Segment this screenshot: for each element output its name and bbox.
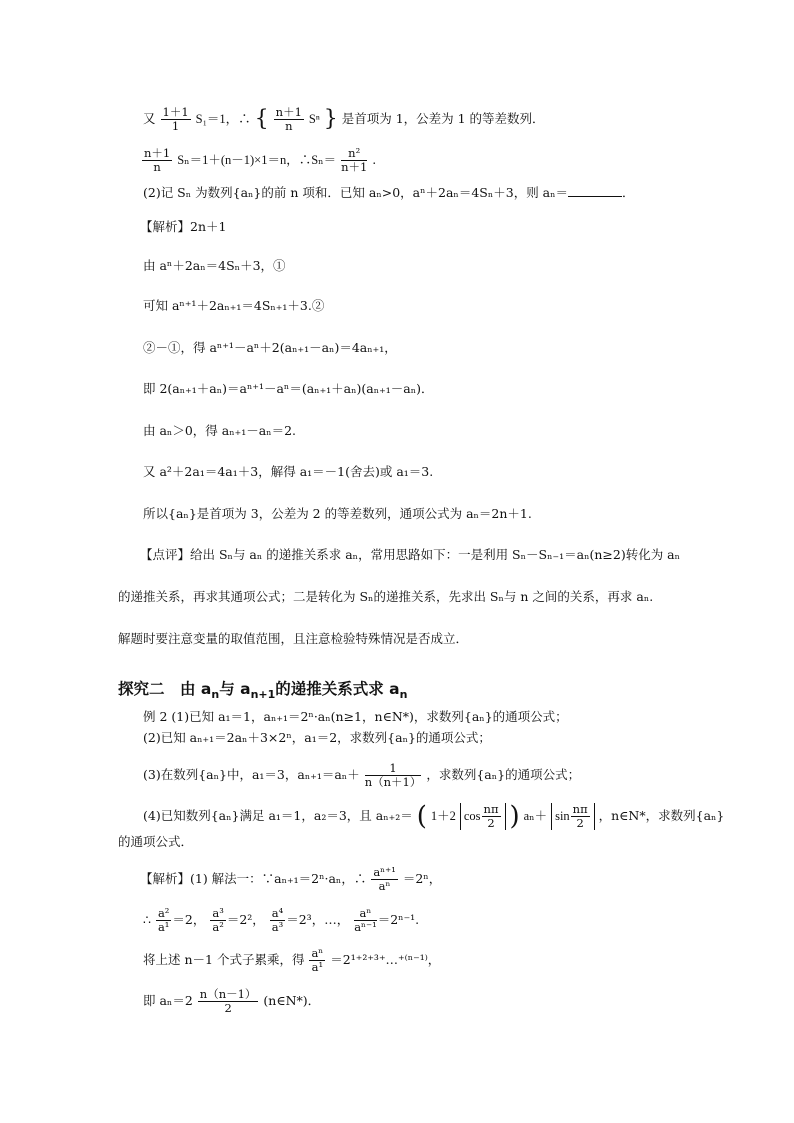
text: (3)在数列{aₙ}中，a₁＝3，aₙ₊₁＝aₙ＋ — [143, 767, 360, 782]
line-2 — [141, 147, 376, 174]
fraction — [571, 803, 590, 830]
text: ，n∈N*，求数列{aₙ} — [598, 808, 725, 823]
fraction — [156, 907, 171, 934]
fraction — [482, 803, 501, 830]
absolute-cos — [460, 803, 506, 830]
subscript: n+1 — [250, 688, 276, 702]
left-brace: { — [254, 106, 269, 132]
fraction — [210, 907, 225, 934]
fraction-denominator: n — [153, 160, 161, 174]
text: (n∈N*)． — [263, 993, 321, 1008]
subscript: n — [399, 688, 408, 702]
equation-3: ②－①，得 aⁿ⁺¹－aⁿ＋2(aₙ₊₁－aₙ)＝4aₙ₊₁， — [143, 340, 397, 355]
text: 【解析】(1) 解法一：∵aₙ₊₁＝2ⁿ·aₙ，∴ — [140, 871, 367, 886]
fraction-denominator: n（n＋1） — [364, 775, 422, 789]
conclusion: 所以{aₙ}是首项为 3，公差为 2 的等差数列，通项公式为 aₙ＝2n＋1. — [143, 506, 532, 521]
text: ＝2， — [172, 912, 206, 927]
question-text: (2)记 Sₙ 为数列{aₙ}的前 n 项和．已知 aₙ>0，aⁿ＋2aₙ＝4Sₙ＋3，则 aₙ＝ — [143, 185, 569, 200]
text: 与 a — [219, 680, 251, 698]
fraction-numerator: nπ — [572, 802, 588, 816]
fraction-numerator: aⁿ — [354, 907, 377, 921]
text: 将上述 n－1 个式子累乘，得 — [143, 952, 305, 967]
text: ，求数列{aₙ}的通项公式； — [426, 767, 581, 782]
fraction — [274, 106, 304, 133]
fraction — [309, 947, 325, 974]
example-part-1: 例 2 (1)已知 a₁＝1，aₙ₊₁＝2ⁿ·aₙ(n≥1，n∈N*)，求数列{aₙ}的通项公式； — [143, 709, 568, 724]
solution-line-2 — [143, 907, 419, 934]
equation-6: 又 a²＋2a₁＝4a₁＋3，解得 a₁＝－1(舍去)或 a₁＝3. — [143, 464, 434, 479]
fraction — [142, 147, 172, 174]
absolute-sin — [551, 803, 595, 830]
text: Sₙ＝1＋(n－1)×1＝n，∴Sₙ＝ — [177, 153, 337, 167]
text: ＝2¹⁺²⁺³⁺…⁺⁽ⁿ⁻¹⁾， — [330, 952, 441, 967]
fraction-numerator: a³ — [212, 906, 224, 920]
fraction-denominator: 2 — [224, 1001, 232, 1015]
comment-line-2: 的递推关系，再求其通项公式；二是转化为 Sₙ的递推关系，先求出 Sₙ与 n 之间的关系，再求 aₙ. — [118, 589, 654, 604]
text: ∴ — [143, 912, 151, 927]
fraction-numerator: aⁿ — [311, 946, 324, 960]
example-part-4 — [143, 803, 724, 830]
text: 又 — [143, 111, 156, 126]
right-paren: ) — [509, 801, 520, 832]
fraction-denominator: a² — [212, 920, 224, 934]
answer-blank — [568, 184, 622, 197]
text: (4)已知数列{aₙ}满足 a₁＝1，a₂＝3，且 aₙ₊₂＝ — [143, 808, 413, 823]
fraction-denominator: aⁿ — [378, 879, 391, 893]
text: 1＋2 — [430, 809, 456, 823]
fraction-denominator: 2 — [487, 816, 495, 830]
fraction-denominator: n＋1 — [341, 160, 368, 174]
text: ． — [622, 185, 635, 200]
fraction-denominator: 2 — [576, 816, 584, 830]
example-part-4-cont: 的通项公式． — [118, 834, 194, 849]
text: aₙ＋ — [523, 809, 548, 823]
comment-line-1: 【点评】给出 Sₙ与 aₙ 的递推关系求 aₙ，常用思路如下：一是利用 Sₙ－Sₙ₋₁＝aₙ(n≥2)转化为 aₙ — [140, 547, 681, 562]
fraction — [198, 988, 259, 1015]
text: ＝2ⁿ， — [402, 871, 442, 886]
fraction — [365, 762, 422, 789]
text: 探究二 由 a — [118, 680, 212, 698]
text: cos — [463, 809, 481, 823]
example-part-3 — [143, 762, 580, 789]
text: ＝2²， — [226, 912, 265, 927]
fraction — [270, 907, 285, 934]
text: ＝2ⁿ⁻¹. — [377, 912, 420, 927]
text: 是首项为 1，公差为 1 的等差数列． — [341, 111, 545, 126]
fraction — [341, 147, 367, 174]
fraction-denominator: a³ — [271, 920, 284, 934]
equation-4: 即 2(aₙ₊₁＋aₙ)＝aⁿ⁺¹－aⁿ＝(aₙ₊₁＋aₙ)(aₙ₊₁－aₙ)． — [143, 381, 434, 396]
fraction-denominator: a¹ — [157, 920, 170, 934]
text: sin — [555, 809, 570, 823]
left-paren: ( — [416, 801, 427, 832]
equation-5: 由 aₙ＞0，得 aₙ₊₁－aₙ＝2. — [143, 423, 297, 438]
comment-line-3: 解题时要注意变量的取值范围，且注意检验特殊情况是否成立． — [118, 631, 469, 646]
text: Sⁿ — [308, 112, 320, 126]
text: ＝2³，…， — [286, 912, 350, 927]
fraction-denominator: aⁿ⁻¹ — [354, 920, 377, 934]
subscript: n — [211, 688, 220, 702]
fraction-numerator: n＋1 — [144, 146, 171, 160]
line-3 — [143, 184, 635, 201]
fraction — [161, 106, 191, 133]
text: 的递推关系式求 a — [275, 680, 400, 698]
fraction-denominator: 1 — [171, 119, 180, 133]
text: 即 aₙ＝2 — [143, 993, 193, 1008]
fraction — [354, 907, 377, 934]
fraction-numerator: 1＋1 — [162, 105, 189, 119]
line-1 — [143, 106, 545, 133]
fraction-numerator: 1 — [365, 762, 422, 776]
text: S₁＝1，∴ — [195, 112, 251, 126]
fraction-numerator: a² — [157, 906, 170, 920]
example-part-2: (2)已知 aₙ₊₁＝2aₙ＋3×2ⁿ，a₁＝2，求数列{aₙ}的通项公式； — [143, 730, 491, 745]
solution-line-1 — [140, 866, 441, 893]
solution-line-4 — [143, 988, 320, 1015]
solution-line-3 — [143, 947, 440, 974]
fraction-numerator: nπ — [483, 802, 499, 816]
text: . — [372, 152, 377, 167]
fraction-numerator: aⁿ⁺¹ — [373, 865, 396, 879]
fraction-numerator: n（n－1） — [199, 987, 257, 1001]
equation-1: 由 aⁿ＋2aₙ＝4Sₙ＋3，① — [143, 258, 286, 273]
fraction-numerator: n² — [341, 147, 367, 161]
fraction-numerator: n＋1 — [275, 105, 302, 119]
equation-2: 可知 aⁿ⁺¹＋2aₙ₊₁＝4Sₙ₊₁＋3.② — [143, 298, 325, 313]
fraction-denominator: a¹ — [311, 960, 324, 974]
fraction — [371, 866, 398, 893]
right-brace: } — [323, 106, 338, 132]
fraction-denominator: n — [285, 119, 293, 133]
section-heading — [118, 677, 407, 701]
analysis-answer: 【解析】2n＋1 — [140, 219, 227, 234]
fraction-numerator: a⁴ — [271, 906, 284, 920]
